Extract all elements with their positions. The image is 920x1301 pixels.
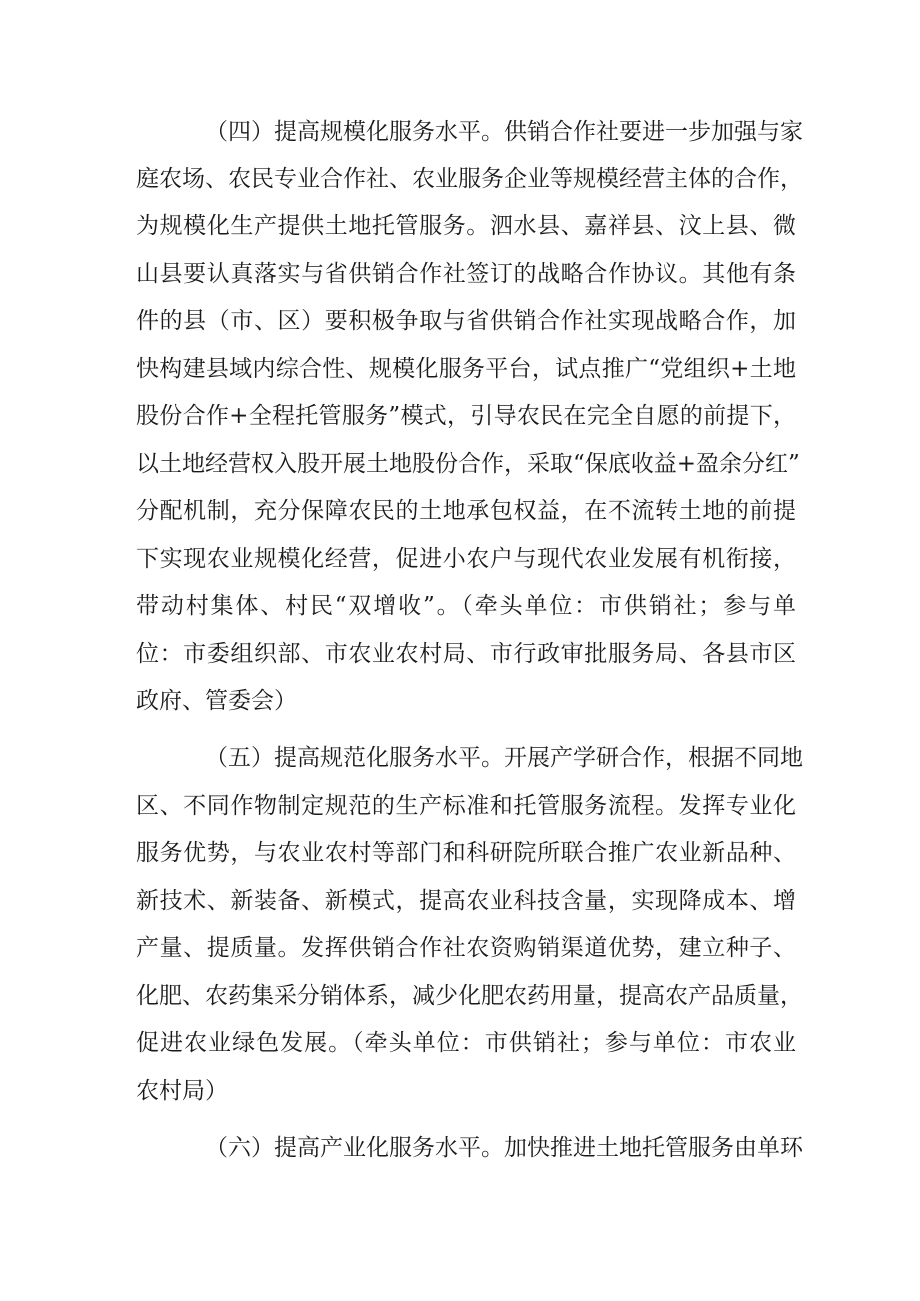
paragraph-6-line-1: （六）提高产业化服务水平。加快推进土地托管服务由单环 [205, 1135, 803, 1161]
paragraph-5-line-8: 农村局） [136, 1078, 228, 1104]
paragraph-5-line-5: 产量、提质量。发挥供销合作社农资购销渠道优势，建立种子、 [136, 935, 796, 961]
paragraph-5-line-3: 服务优势，与农业农村等部门和科研院所联合推广农业新品种、 [136, 840, 796, 866]
paragraph-4-line-2: 庭农场、农民专业合作社、农业服务企业等规模经营主体的合作， [136, 166, 803, 192]
paragraph-4-line-7: 股份合作+全程托管服务”模式，引导农民在完全自愿的前提下， [136, 403, 796, 429]
paragraph-4-line-3: 为规模化生产提供土地托管服务。泗水县、嘉祥县、汶上县、微 [136, 213, 796, 239]
paragraph-4-line-13: 政府、管委会） [136, 688, 297, 714]
paragraph-4-line-11: 带动村集体、村民“双增收”。（牵头单位：市供销社；参与单 [136, 593, 796, 619]
paragraph-5-line-6: 化肥、农药集采分销体系，减少化肥农药用量，提高农产品质量， [136, 983, 803, 1009]
paragraph-4-line-4: 山县要认真落实与省供销合作社签订的战略合作协议。其他有条 [136, 261, 796, 287]
paragraph-4-line-5: 件的县（市、区）要积极争取与省供销合作社实现战略合作，加 [136, 308, 796, 334]
paragraph-4-line-8: 以土地经营权入股开展土地股份合作，采取“保底收益+盈余分红” [136, 451, 800, 477]
paragraph-4-line-9: 分配机制，充分保障农民的土地承包权益，在不流转土地的前提 [136, 498, 796, 524]
paragraph-5-line-2: 区、不同作物制定规范的生产标准和托管服务流程。发挥专业化 [136, 793, 796, 819]
paragraph-4-line-12: 位：市委组织部、市农业农村局、市行政审批服务局、各县市区 [136, 641, 796, 667]
paragraph-4-line-6: 快构建县域内综合性、规模化服务平台，试点推广“党组织+土地 [136, 356, 796, 382]
paragraph-5-line-1: （五）提高规范化服务水平。开展产学研合作，根据不同地 [205, 745, 803, 771]
paragraph-4-line-10: 下实现农业规模化经营，促进小农户与现代农业发展有机衔接， [136, 546, 796, 572]
paragraph-5-line-4: 新技术、新装备、新模式，提高农业科技含量，实现降成本、增 [136, 888, 796, 914]
paragraph-5-line-7: 促进农业绿色发展。（牵头单位：市供销社；参与单位：市农业 [136, 1030, 796, 1056]
paragraph-4-line-1: （四）提高规模化服务水平。供销合作社要进一步加强与家 [205, 119, 803, 145]
